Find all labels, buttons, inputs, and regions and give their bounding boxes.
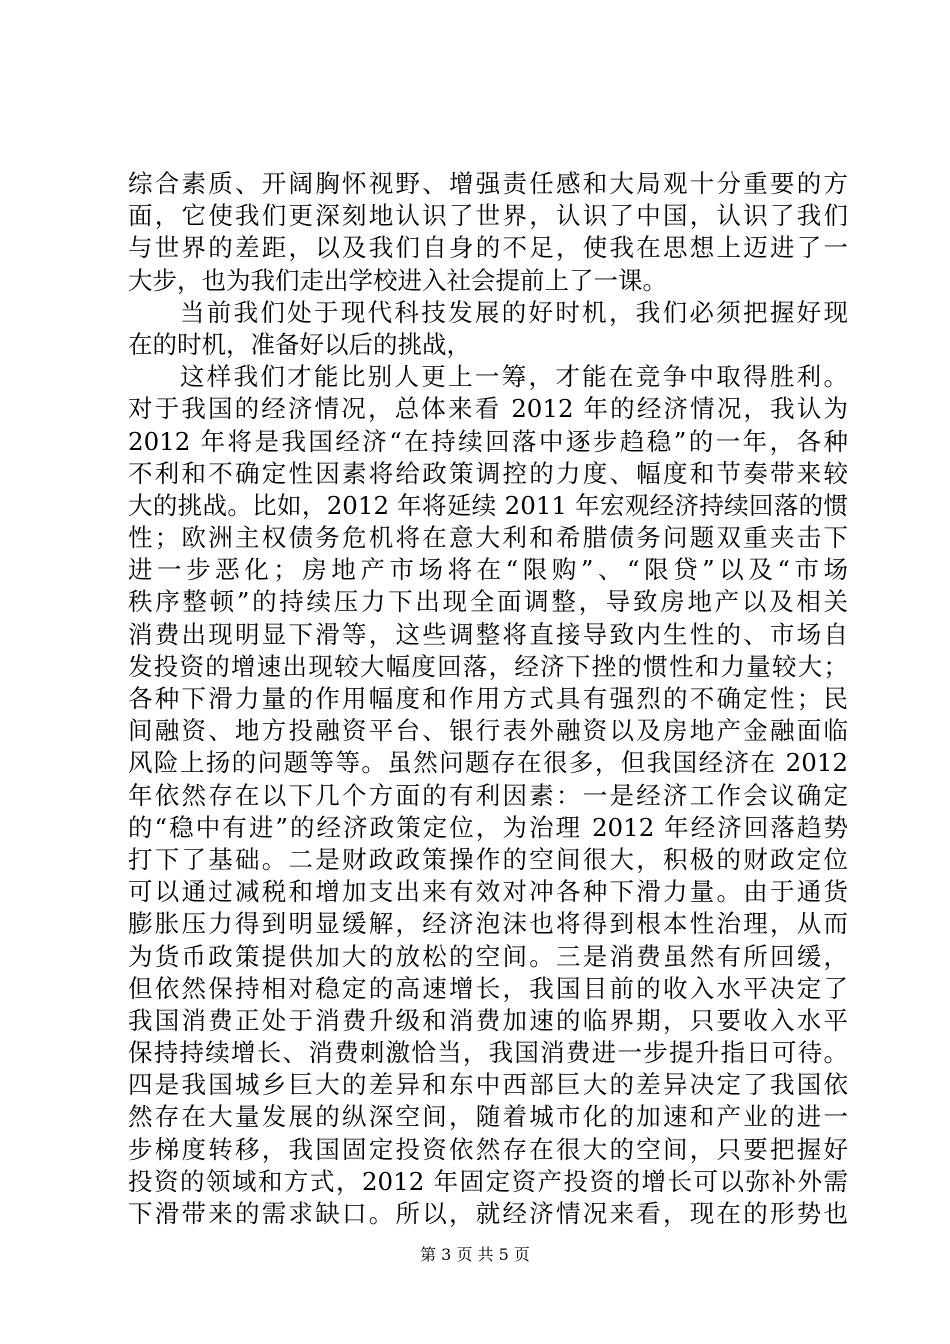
text-line: 各种下滑力量的作用幅度和作用方式具有强烈的不确定性；民 <box>128 684 848 713</box>
text-line: 在的时机，准备好以后的挑战， <box>128 329 471 359</box>
text-line: 为货币政策提供加大的放松的空间。三是消费虽然有所回缓， <box>128 941 848 971</box>
text-line: 膨胀压力得到明显缓解，经济泡沫也将得到根本性治理，从而 <box>128 909 848 939</box>
text-line: 但依然保持相对稳定的高速增长，我国目前的收入水平决定了 <box>128 973 848 1003</box>
body-text <box>128 168 848 1230</box>
text-line: 年依然存在以下几个方面的有利因素：一是经济工作会议确定 <box>128 780 848 810</box>
page-footer <box>0 1245 950 1265</box>
text-line: 可以通过减税和增加支出来有效对冲各种下滑力量。由于通货 <box>128 877 848 907</box>
text-line: 2012 年将是我国经济“在持续回落中逐步趋稳”的一年，各种 <box>128 426 848 456</box>
text-line: 大的挑战。比如，2012 年将延续 2011 年宏观经济持续回落的惯 <box>128 490 848 520</box>
text-line: 然存在大量发展的纵深空间，随着城市化的加速和产业的进一 <box>128 1102 848 1132</box>
text-line: 消费出现明显下滑等，这些调整将直接导致内生性的、市场自 <box>128 619 848 649</box>
text-line: 我国消费正处于消费升级和消费加速的临界期，只要收入水平 <box>128 1005 848 1035</box>
text-line: 大步，也为我们走出学校进入社会提前上了一课。 <box>128 265 667 295</box>
text-line: 的“稳中有进”的经济政策定位，为治理 2012 年经济回落趋势 <box>128 812 848 842</box>
text-line: 间融资、地方投融资平台、银行表外融资以及房地产金融面临 <box>128 716 848 746</box>
text-line: 面，它使我们更深刻地认识了世界，认识了中国，认识了我们 <box>128 201 848 231</box>
text-line: 四是我国城乡巨大的差异和东中西部巨大的差异决定了我国依 <box>128 1070 848 1100</box>
text-line: 投资的领域和方式，2012 年固定资产投资的增长可以弥补外需 <box>128 1166 848 1196</box>
text-line: 发投资的增速出现较大幅度回落，经济下挫的惯性和力量较大； <box>128 651 848 681</box>
text-line: 综合素质、开阔胸怀视野、增强责任感和大局观十分重要的方 <box>128 169 848 198</box>
text-line: 这样我们才能比别人更上一筹，才能在竞争中取得胜利。 <box>180 362 848 392</box>
text-line: 性；欧洲主权债务危机将在意大利和希腊债务问题双重夹击下 <box>128 523 848 553</box>
text-line: 下滑带来的需求缺口。所以，就经济情况来看，现在的形势也 <box>128 1199 848 1228</box>
text-line: 保持持续增长、消费刺激恰当，我国消费进一步提升指日可待。 <box>128 1038 848 1068</box>
text-line: 与世界的差距，以及我们自身的不足，使我在思想上迈进了一 <box>128 233 848 263</box>
page-number-label: 第 3 页 共 5 页 <box>420 1245 530 1264</box>
text-line: 步梯度转移，我国固定投资依然存在很大的空间，只要把握好 <box>128 1134 848 1164</box>
text-line: 进一步恶化；房地产市场将在“限购”、“限贷”以及“市场 <box>128 555 848 585</box>
text-line: 秩序整顿”的持续压力下出现全面调整，导致房地产以及相关 <box>128 587 848 617</box>
text-line: 风险上扬的问题等等。虽然问题存在很多，但我国经济在 2012 <box>128 748 848 778</box>
text-line: 对于我国的经济情况，总体来看 2012 年的经济情况，我认为 <box>128 394 848 424</box>
text-line: 当前我们处于现代科技发展的好时机，我们必须把握好现 <box>180 297 848 327</box>
text-line: 打下了基础。二是财政政策操作的空间很大，积极的财政定位 <box>128 844 848 874</box>
text-line: 不利和不确定性因素将给政策调控的力度、幅度和节奏带来较 <box>128 458 848 488</box>
